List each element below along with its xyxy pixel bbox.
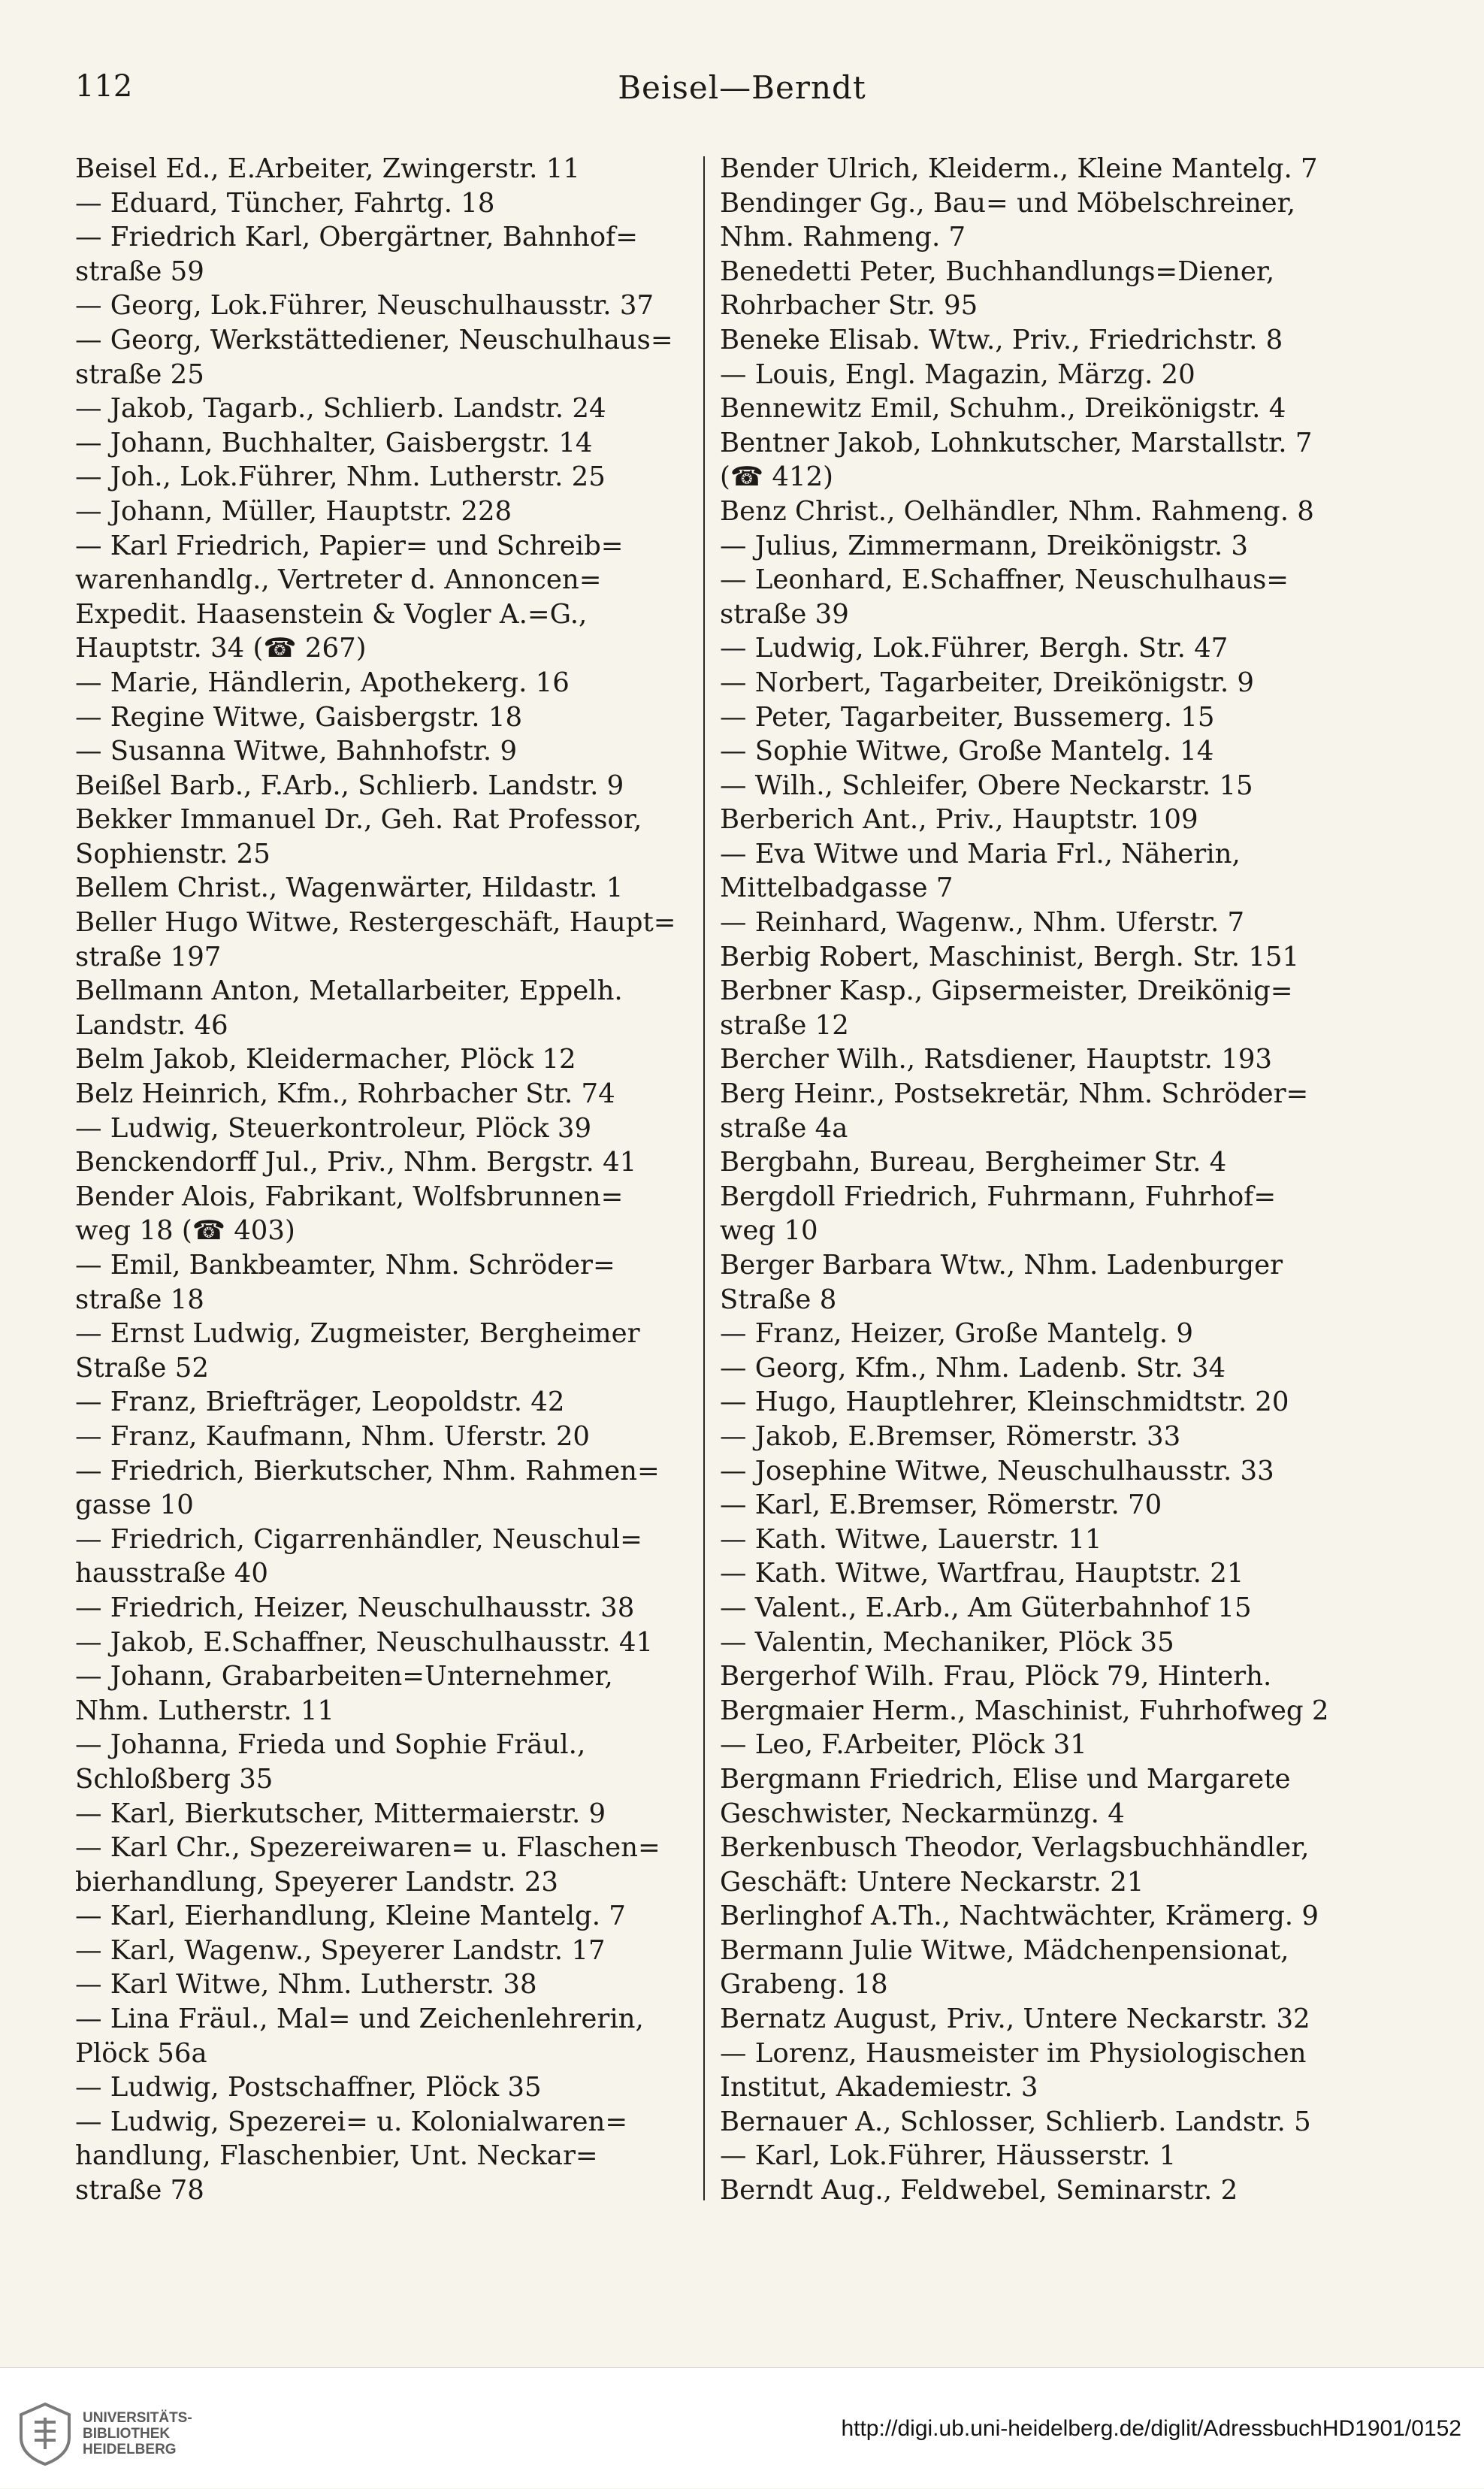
directory-entry [720,529,1347,564]
entry-line: Bercher Wilh., Ratsdiener, Hauptstr. 193 [720,1044,1273,1075]
entry-line: Bellem Christ., Wagenwärter, Hildastr. 1 [75,873,624,904]
directory-entry [720,906,1347,940]
directory-entry [720,803,1347,837]
directory-entry [720,1523,1347,1557]
entry-line: Bergmann Friedrich, Elise und Margarete [720,1763,1291,1795]
entry-line: — Lina Fräul., Mal= und Zeichenlehrerin, [75,2004,644,2035]
entry-line: straße 18 [75,1284,204,1315]
entry-line: — Ernst Ludwig, Zugmeister, Bergheimer [75,1318,640,1350]
directory-entry [75,2002,703,2070]
entry-line: Nhm. Rahmeng. 7 [720,222,966,253]
entry-line: Straße 52 [75,1352,209,1384]
entry-line: Mittelbadgasse 7 [720,873,954,904]
directory-entry [75,1934,703,1968]
entry-line: — Johann, Müller, Hauptstr. 228 [75,495,512,527]
entry-line: — Georg, Kfm., Nhm. Ladenb. Str. 34 [720,1352,1226,1384]
directory-entry [75,494,703,529]
directory-entry [75,1248,703,1317]
entry-line: — Ludwig, Spezerei= u. Kolonialwaren= [75,2106,628,2137]
directory-entry [75,1523,703,1591]
directory-entry [75,974,703,1042]
entry-line: — Susanna Witwe, Bahnhofstr. 9 [75,736,518,767]
entry-line: straße 197 [75,941,222,972]
entry-line: Bender Ulrich, Kleiderm., Kleine Mantelg. 7 [720,153,1318,184]
directory-entry [75,1145,703,1180]
entry-line: Bennewitz Emil, Schuhm., Dreikönigstr. 4 [720,393,1286,425]
entry-line: — Karl Friedrich, Papier= und Schreib= [75,530,624,561]
library-logo-text [83,2410,192,2457]
directory-entry [720,1591,1347,1626]
entry-line: — Ludwig, Steuerkontroleur, Plöck 39 [75,1112,592,1144]
directory-entry [75,1659,703,1728]
entry-line: Bergerhof Wilh. Frau, Plöck 79, Hinterh. [720,1661,1272,1692]
entry-line: Beneke Elisab. Wtw., Priv., Friedrichstr. 8 [720,324,1283,355]
entry-line: — Regine Witwe, Gaisbergstr. 18 [75,701,523,733]
entry-line: Berndt Aug., Feldwebel, Seminarstr. 2 [720,2175,1238,2206]
entry-line: Belm Jakob, Kleidermacher, Plöck 12 [75,1044,576,1075]
entry-line: Berlinghof A.Th., Nachtwächter, Krämerg. 9 [720,1901,1319,1932]
entry-line: Bernauer A., Schlosser, Schlierb. Landstr. 5 [720,2106,1311,2137]
entry-line: straße 78 [75,2175,204,2206]
source-url-link[interactable]: http://digi.ub.uni-heidelberg.de/diglit/AdressbuchHD1901/0152 [841,2416,1461,2441]
directory-entry [75,323,703,392]
page-header [75,69,1409,114]
entry-line: Schloßberg 35 [75,1763,274,1795]
directory-entry [720,358,1347,392]
directory-entry [720,1762,1347,1831]
directory-entry [720,769,1347,803]
entry-line: — Leo, F.Arbeiter, Plöck 31 [720,1729,1087,1761]
directory-entry [75,426,703,461]
directory-entry [720,940,1347,975]
directory-entry [720,1317,1347,1351]
entry-line: Grabeng. 18 [720,1969,888,2001]
directory-entry [75,871,703,906]
entry-line: Bender Alois, Fabrikant, Wolfsbrunnen= [75,1181,624,1212]
entry-line: — Peter, Tagarbeiter, Bussemerg. 15 [720,701,1215,733]
directory-entry [720,1934,1347,2002]
entry-line: — Friedrich, Heizer, Neuschulhausstr. 38 [75,1592,635,1623]
entry-line: — Norbert, Tagarbeiter, Dreikönigstr. 9 [720,667,1255,698]
entry-line: hausstraße 40 [75,1558,268,1589]
directory-entry [75,1967,703,2002]
entry-line: Beller Hugo Witwe, Restergeschäft, Haupt= [75,907,676,939]
directory-entry [75,1626,703,1660]
directory-entry [720,1420,1347,1454]
directory-entry [720,1180,1347,1248]
directory-entry [75,1420,703,1454]
entry-line: Bergdoll Friedrich, Fuhrmann, Fuhrhof= [720,1181,1277,1212]
entry-line: — Karl, Bierkutscher, Mittermaierstr. 9 [75,1798,606,1829]
entry-line: — Ludwig, Postschaffner, Plöck 35 [75,2072,542,2103]
directory-entry [720,323,1347,358]
entry-line: — Karl, Lok.Führer, Häusserstr. 1 [720,2140,1177,2172]
directory-entry [720,1899,1347,1934]
entry-line: — Karl, Eierhandlung, Kleine Mantelg. 7 [75,1901,626,1932]
directory-entry [720,1351,1347,1386]
entry-line: Bergbahn, Bureau, Bergheimer Str. 4 [720,1147,1227,1178]
directory-entry [720,1694,1347,1728]
directory-entry [75,1077,703,1111]
entry-line: straße 59 [75,256,204,287]
directory-entry [75,1111,703,1146]
university-seal-icon [15,2400,75,2467]
directory-entry [720,974,1347,1042]
directory-entry [720,1659,1347,1694]
entry-line: — Kath. Witwe, Lauerstr. 11 [720,1523,1102,1555]
directory-entry [720,1488,1347,1523]
directory-column-right [720,152,1347,2233]
directory-entry [75,2105,703,2208]
entry-line: Berbig Robert, Maschinist, Bergh. Str. 151 [720,941,1300,972]
directory-entry [720,631,1347,666]
entry-line: — Franz, Kaufmann, Nhm. Uferstr. 20 [75,1420,590,1452]
directory-entry [75,1454,703,1523]
directory-entry [720,666,1347,700]
directory-entry [720,1042,1347,1077]
entry-line: — Johann, Grabarbeiten=Unternehmer, [75,1661,613,1692]
directory-entry [75,666,703,700]
entry-line: — Wilh., Schleifer, Obere Neckarstr. 15 [720,770,1253,801]
entry-line: — Josephine Witwe, Neuschulhausstr. 33 [720,1455,1274,1486]
entry-line: — Eduard, Tüncher, Fahrtg. 18 [75,187,495,219]
directory-entry [720,563,1347,631]
entry-line: Beißel Barb., F.Arb., Schlierb. Landstr. 9 [75,770,624,801]
footer [0,2367,1484,2488]
directory-entry [720,1385,1347,1420]
entry-line: Geschwister, Neckarmünzg. 4 [720,1798,1125,1829]
directory-entry [720,1831,1347,1899]
entry-line: straße 39 [720,598,849,630]
entry-line: — Johanna, Frieda und Sophie Fräul., [75,1729,586,1761]
directory-entry [75,1591,703,1626]
running-head: Beisel—Berndt [618,69,866,106]
directory-entry [75,289,703,323]
directory-entry [75,460,703,494]
entry-line: Landstr. 46 [75,1009,228,1041]
entry-line: — Jakob, E.Schaffner, Neuschulhausstr. 41 [75,1626,654,1658]
logo-line: HEIDELBERG [83,2442,177,2457]
directory-entry [75,906,703,974]
entry-line: (☎ 412) [720,461,833,493]
entry-line: Belz Heinrich, Kfm., Rohrbacher Str. 74 [75,1078,615,1110]
directory-entry [75,1317,703,1385]
entry-line: — Marie, Händlerin, Apothekerg. 16 [75,667,570,698]
entry-line: — Kath. Witwe, Wartfrau, Hauptstr. 21 [720,1558,1244,1589]
directory-entry [720,186,1347,255]
entry-line: weg 18 (☎ 403) [75,1215,295,1247]
logo-line: BIBLIOTHEK [83,2426,171,2442]
directory-entry [75,1831,703,1899]
logo-line: UNIVERSITÄTS- [83,2410,192,2426]
entry-line: — Karl, Wagenw., Speyerer Landstr. 17 [75,1934,606,1966]
directory-entry [75,1042,703,1077]
directory-entry [720,1248,1347,1317]
entry-line: — Ludwig, Lok.Führer, Bergh. Str. 47 [720,633,1229,664]
entry-line: Bendinger Gg., Bau= und Möbelschreiner, [720,187,1296,219]
entry-line: Bermann Julie Witwe, Mädchenpensionat, [720,1934,1289,1966]
entry-line: straße 25 [75,358,204,390]
directory-entry [75,220,703,289]
directory-entry [75,1385,703,1420]
entry-line: — Karl Chr., Spezereiwaren= u. Flaschen= [75,1832,660,1864]
entry-line: Benckendorff Jul., Priv., Nhm. Bergstr. 41 [75,1147,637,1178]
directory-entry [75,769,703,803]
entry-line: — Georg, Werkstättediener, Neuschulhaus= [75,324,673,355]
directory-entry [720,1556,1347,1591]
directory-column-left [75,152,703,2233]
entry-line: Plöck 56a [75,2037,207,2069]
entry-line: — Valentin, Mechaniker, Plöck 35 [720,1626,1174,1658]
entry-line: Rohrbacher Str. 95 [720,290,978,322]
directory-entry [75,152,703,186]
directory-entry [720,1626,1347,1660]
entry-line: — Karl Witwe, Nhm. Lutherstr. 38 [75,1969,537,2001]
directory-entry [75,1180,703,1248]
entry-line: — Sophie Witwe, Große Mantelg. 14 [720,736,1214,767]
entry-line: Berg Heinr., Postsekretär, Nhm. Schröder= [720,1078,1309,1110]
entry-line: — Jakob, E.Bremser, Römerstr. 33 [720,1420,1181,1452]
directory-entry [720,152,1347,186]
directory-entry [720,700,1347,735]
directory-entry [720,1454,1347,1489]
entry-line: Sophienstr. 25 [75,838,271,869]
entry-line: bierhandlung, Speyerer Landstr. 23 [75,1866,559,1898]
entry-line: — Lorenz, Hausmeister im Physiologischen [720,2037,1307,2069]
directory-entry [720,1145,1347,1180]
entry-line: straße 4a [720,1112,848,1144]
entry-line: — Franz, Heizer, Große Mantelg. 9 [720,1318,1193,1350]
directory-entry [720,255,1347,323]
directory-entry [720,2139,1347,2173]
page-number: 112 [75,69,133,104]
entry-line: Berger Barbara Wtw., Nhm. Ladenburger [720,1250,1283,1281]
entry-line: — Jakob, Tagarb., Schlierb. Landstr. 24 [75,393,606,425]
directory-entry [720,426,1347,494]
entry-line: Berkenbusch Theodor, Verlagsbuchhändler, [720,1832,1310,1864]
entry-line: — Hugo, Hauptlehrer, Kleinschmidtstr. 20 [720,1387,1289,1418]
entry-line: Benedetti Peter, Buchhandlungs=Diener, [720,256,1275,287]
directory-entry [720,494,1347,529]
directory-entry [75,529,703,666]
entry-line: — Friedrich, Bierkutscher, Nhm. Rahmen= [75,1455,660,1486]
entry-line: Expedit. Haasenstein & Vogler A.=G., [75,598,588,630]
entry-line: straße 12 [720,1009,849,1041]
entry-line: Straße 8 [720,1284,837,1315]
entry-line: Institut, Akademiestr. 3 [720,2072,1038,2103]
directory-entry [75,186,703,221]
entry-line: — Joh., Lok.Führer, Nhm. Lutherstr. 25 [75,461,606,493]
directory-entry [720,2173,1347,2208]
entry-line: — Valent., E.Arb., Am Güterbahnhof 15 [720,1592,1252,1623]
entry-line: — Louis, Engl. Magazin, Märzg. 20 [720,358,1195,390]
directory-entry [720,734,1347,769]
entry-line: Berbner Kasp., Gipsermeister, Dreikönig= [720,975,1293,1007]
entry-line: — Eva Witwe und Maria Frl., Näherin, [720,838,1241,869]
directory-entry [720,2105,1347,2140]
directory-entry [720,837,1347,906]
entry-line: — Johann, Buchhalter, Gaisbergstr. 14 [75,427,593,458]
entry-line: gasse 10 [75,1489,194,1521]
entry-line: Bergmaier Herm., Maschinist, Fuhrhofweg 2 [720,1695,1329,1726]
entry-line: Nhm. Lutherstr. 11 [75,1695,334,1726]
entry-line: — Georg, Lok.Führer, Neuschulhausstr. 37 [75,290,654,322]
entry-line: Bentner Jakob, Lohnkutscher, Marstallstr. 7 [720,427,1313,458]
directory-entry [720,2002,1347,2037]
directory-entry [720,1077,1347,1145]
column-divider [703,156,705,2200]
directory-entry [75,803,703,871]
entry-line: — Friedrich, Cigarrenhändler, Neuschul= [75,1523,642,1555]
directory-entry [720,2037,1347,2105]
directory-entry [75,1797,703,1831]
entry-line: — Franz, Briefträger, Leopoldstr. 42 [75,1387,565,1418]
entry-line: — Karl, E.Bremser, Römerstr. 70 [720,1489,1162,1521]
entry-line: — Reinhard, Wagenw., Nhm. Uferstr. 7 [720,907,1245,939]
entry-line: Bellmann Anton, Metallarbeiter, Eppelh. [75,975,623,1007]
library-logo[interactable] [15,2400,203,2467]
entry-line: — Emil, Bankbeamter, Nhm. Schröder= [75,1250,615,1281]
entry-line: warenhandlg., Vertreter d. Annoncen= [75,564,602,596]
entry-line: — Friedrich Karl, Obergärtner, Bahnhof= [75,222,638,253]
entry-line: — Julius, Zimmermann, Dreikönigstr. 3 [720,530,1249,561]
directory-entry [720,1728,1347,1762]
directory-entry [75,2070,703,2105]
entry-line: Geschäft: Untere Neckarstr. 21 [720,1866,1144,1898]
directory-entry [75,1899,703,1934]
directory-entry [75,700,703,735]
directory-entry [720,392,1347,426]
entry-line: Bernatz August, Priv., Untere Neckarstr. 32 [720,2004,1310,2035]
entry-line: — Leonhard, E.Schaffner, Neuschulhaus= [720,564,1289,596]
directory-entry [75,392,703,426]
directory-entry [75,1728,703,1796]
entry-line: Bekker Immanuel Dr., Geh. Rat Professor, [75,804,642,836]
entry-line: weg 10 [720,1215,818,1247]
directory-entry [75,734,703,769]
entry-line: Beisel Ed., E.Arbeiter, Zwingerstr. 11 [75,153,580,184]
entry-line: Berberich Ant., Priv., Hauptstr. 109 [720,804,1198,836]
entry-line: handlung, Flaschenbier, Unt. Neckar= [75,2140,598,2172]
entry-line: Hauptstr. 34 (☎ 267) [75,633,367,664]
entry-line: Benz Christ., Oelhändler, Nhm. Rahmeng. 8 [720,495,1314,527]
